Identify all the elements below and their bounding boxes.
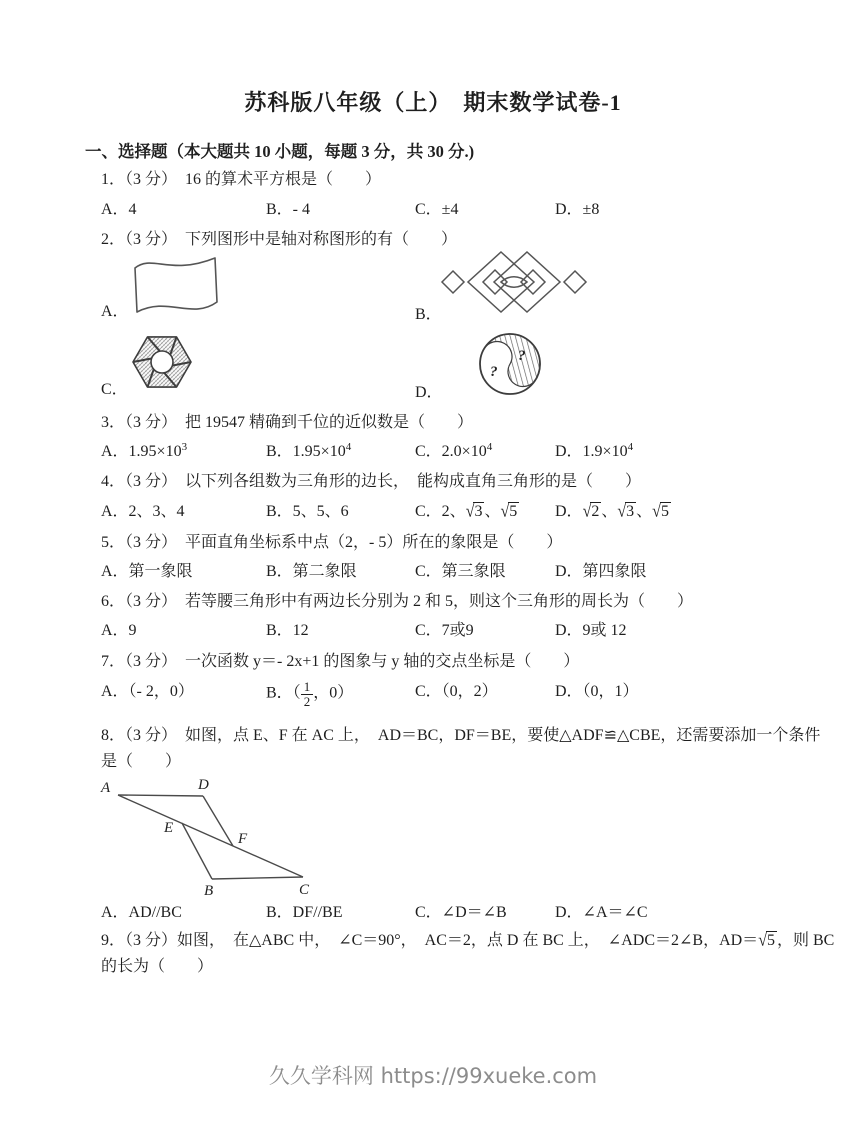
sqrt-5: √5: [500, 501, 518, 521]
option-3b: B．$1.95\times 10^4$: [266, 441, 352, 460]
sqrt-2: √2: [582, 501, 600, 521]
vertex-label-e: E: [164, 820, 174, 836]
exponent: 4: [486, 441, 493, 453]
question-1-options: [0, 198, 866, 224]
question-4-stem: 4．（3 分） 以下列各组数为三角形的边长， 能构成直角三角形的是（ ）: [101, 473, 642, 490]
option-7b: B．（ $\frac{1}{2}$ ，0）: [266, 679, 354, 709]
question-3-options: [0, 440, 866, 466]
exponent: 4: [627, 441, 634, 453]
question-5-options: [0, 560, 866, 586]
question-mark-glyph-white: ?: [518, 348, 526, 364]
option-1c: C．±4: [415, 201, 459, 218]
option-7a: A．（- 2，0）: [101, 683, 194, 700]
section-1-heading: 一、选择题（本大题共 10 小题，每题 3 分，共 30 分.): [85, 142, 475, 161]
option-1a: A．4: [101, 201, 137, 218]
vertex-label-f: F: [238, 831, 248, 847]
sqrt-5: √5: [652, 501, 669, 521]
question-5-stem: 5．（3 分） 平面直角坐标系中点（2，- 5）所在的象限是（ ）: [101, 534, 563, 551]
option-8d: D．∠A＝∠C: [555, 904, 648, 921]
option-8a: A．AD//BC: [101, 904, 182, 921]
option-2b-label: B．: [415, 306, 442, 323]
option-2c-label: C．: [101, 381, 128, 398]
site-watermark: 久久学科网 https://99xueke.com: [268, 1064, 598, 1088]
question-6-stem: 6．（3 分） 若等腰三角形中有两边长分别为 2 和 5，则这个三角形的周长为（ ）: [101, 593, 694, 610]
option-8c: C．∠D＝∠B: [415, 904, 507, 921]
sqrt-3: √3: [465, 501, 483, 521]
sqrt-3: √3: [617, 501, 635, 521]
question-4-options: [0, 500, 866, 526]
option-6d: D．9或 12: [555, 622, 627, 639]
question-6-options: [0, 619, 866, 645]
diamond-pattern-figure: [438, 249, 590, 315]
option-4b: B．5、5、6: [266, 503, 349, 520]
hexagon-pinwheel-figure: [126, 331, 198, 393]
question-8-stem-line1: 8．（3 分） 如图，点 E、F 在 AC 上， AD＝BC，DF＝BE，要使△ADF≌△CBE，还需要添加一个条件: [101, 727, 821, 744]
option-5a: A．第一象限: [101, 563, 193, 580]
vertex-label-c: C: [299, 882, 310, 898]
option-2d-label: D．: [415, 384, 443, 401]
option-3a: A．$1.95\times 10^3$: [101, 441, 188, 460]
yin-yang-circle-figure: [476, 330, 544, 398]
triangle-congruence-figure: [98, 776, 333, 898]
question-2-stem: 2．（3 分） 下列图形中是轴对称图形的有（ ）: [101, 231, 458, 248]
option-4c: C．2、√3 、√5: [415, 500, 519, 524]
option-8b: B．DF//BE: [266, 904, 343, 921]
option-6a: A．9: [101, 622, 137, 639]
option-6c: C．7或9: [415, 622, 474, 639]
option-7c: C．（0，2）: [415, 683, 498, 700]
option-6b: B．12: [266, 622, 309, 639]
exponent: 3: [181, 441, 188, 453]
question-7-options: [0, 679, 866, 709]
vertex-label-d: D: [198, 777, 209, 793]
option-1b: B．- 4: [266, 201, 311, 218]
question-1-stem: 1．（3 分） 16 的算术平方根是（ ）: [101, 171, 382, 188]
option-5d: D．第四象限: [555, 563, 647, 580]
option-7d: D．（0，1）: [555, 683, 639, 700]
option-4a: A．2、3、4: [101, 503, 185, 520]
option-4d: D．√2 、√3 、√5: [555, 500, 671, 524]
wavy-flag-figure: [130, 250, 220, 316]
question-8-options: [0, 901, 866, 927]
option-3d: D．$1.9\times 10^4$: [555, 441, 634, 460]
question-mark-glyph: ?: [490, 364, 498, 380]
option-5b: B．第二象限: [266, 563, 357, 580]
fraction-one-half: $\frac{1}{2}$: [301, 680, 314, 708]
question-3-stem: 3．（3 分） 把 19547 精确到千位的近似数是（ ）: [101, 414, 474, 431]
option-1d: D．±8: [555, 201, 600, 218]
question-7-stem: 7．（3 分） 一次函数 y＝- 2x+1 的图象与 y 轴的交点坐标是（ ）: [101, 653, 580, 670]
option-2a-label: A．: [101, 303, 129, 320]
option-5c: C．第三象限: [415, 563, 506, 580]
question-9-stem-line2: 的长为（ ）: [101, 958, 214, 975]
vertex-label-b: B: [204, 883, 214, 898]
page-title: 苏科版八年级（上） 期末数学试卷-1: [244, 90, 622, 115]
exponent: 4: [345, 441, 352, 453]
vertex-label-a: A: [101, 780, 111, 796]
sqrt-5: √5: [758, 930, 775, 950]
question-8-stem-line2: 是（ ）: [101, 753, 182, 770]
option-3c: C．$2.0\times 10^4$: [415, 441, 493, 460]
question-9-stem-line1: 9．（3 分）如图， 在△ABC 中， ∠C＝90°， AC＝2，点 D 在 BC 上， ∠ADC＝2∠B，AD＝√5 ，则 BC: [101, 929, 834, 953]
